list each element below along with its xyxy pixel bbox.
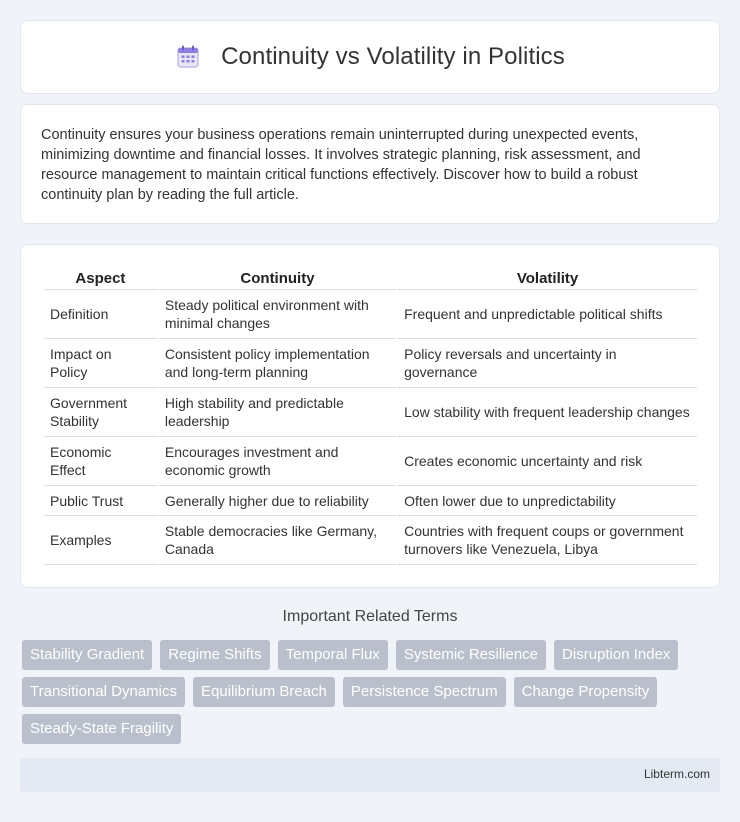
table-header-row: [44, 265, 697, 290]
table-cell: Low stability with frequent leadership changes: [398, 388, 697, 437]
table-row: [44, 388, 697, 437]
table-cell: Steady political environment with minimal changes: [159, 290, 396, 339]
table-row: [44, 339, 697, 388]
header-volatility: Volatility: [398, 265, 697, 290]
related-terms-heading: Important Related Terms: [282, 608, 458, 625]
table-cell: Definition: [44, 290, 157, 339]
table-cell: Impact on Policy: [44, 339, 157, 388]
table-cell: Stable democracies like Germany, Canada: [159, 516, 396, 565]
related-terms-list: [22, 640, 722, 744]
related-term-tag[interactable]: Transitional Dynamics: [22, 677, 185, 707]
table-cell: Countries with frequent coups or government turnovers like Venezuela, Libya: [398, 516, 697, 565]
related-term-tag[interactable]: Stability Gradient: [22, 640, 152, 670]
intro-card: [20, 104, 720, 224]
related-term-tag[interactable]: Persistence Spectrum: [343, 677, 506, 707]
table-cell: Examples: [44, 516, 157, 565]
header: [175, 43, 565, 71]
table-cell: Public Trust: [44, 486, 157, 516]
related-term-tag[interactable]: Regime Shifts: [160, 640, 269, 670]
header-continuity: Continuity: [159, 265, 396, 290]
related-term-tag[interactable]: Disruption Index: [554, 640, 678, 670]
table-row: [44, 516, 697, 565]
table-row: [44, 290, 697, 339]
page-title: Continuity vs Volatility in Politics: [221, 43, 565, 70]
table-cell: Frequent and unpredictable political shifts: [398, 290, 697, 339]
table-cell: High stability and predictable leadership: [159, 388, 396, 437]
table-cell: Generally higher due to reliability: [159, 486, 396, 516]
table-cell: Policy reversals and uncertainty in governance: [398, 339, 697, 388]
intro-paragraph: Continuity ensures your business operations remain uninterrupted during unexpected events, minimizing downtime and financial losses. It involves strategic planning, risk assessment, and resource management to maintain critical functions effectively. Discover how to build a robust continuity plan by reading the full article.: [41, 127, 641, 203]
table-cell: Encourages investment and economic growth: [159, 437, 396, 486]
footer: [20, 758, 720, 792]
table-cell: Often lower due to unpredictability: [398, 486, 697, 516]
table-cell: Economic Effect: [44, 437, 157, 486]
related-term-tag[interactable]: Systemic Resilience: [396, 640, 546, 670]
table-cell: Government Stability: [44, 388, 157, 437]
related-term-tag[interactable]: Steady-State Fragility: [22, 714, 181, 744]
related-term-tag[interactable]: Temporal Flux: [278, 640, 388, 670]
calendar-icon: [175, 44, 201, 70]
related-term-tag[interactable]: Change Propensity: [514, 677, 658, 707]
footer-site-link[interactable]: Libterm.com: [643, 767, 710, 781]
table-cell: Creates economic uncertainty and risk: [398, 437, 697, 486]
header-card: [20, 20, 720, 94]
table-row: [44, 486, 697, 516]
comparison-card: [20, 244, 720, 588]
table-row: [44, 437, 697, 486]
header-aspect: Aspect: [44, 265, 157, 290]
comparison-table: [42, 265, 699, 565]
table-cell: Consistent policy implementation and long-term planning: [159, 339, 396, 388]
related-term-tag[interactable]: Equilibrium Breach: [193, 677, 335, 707]
